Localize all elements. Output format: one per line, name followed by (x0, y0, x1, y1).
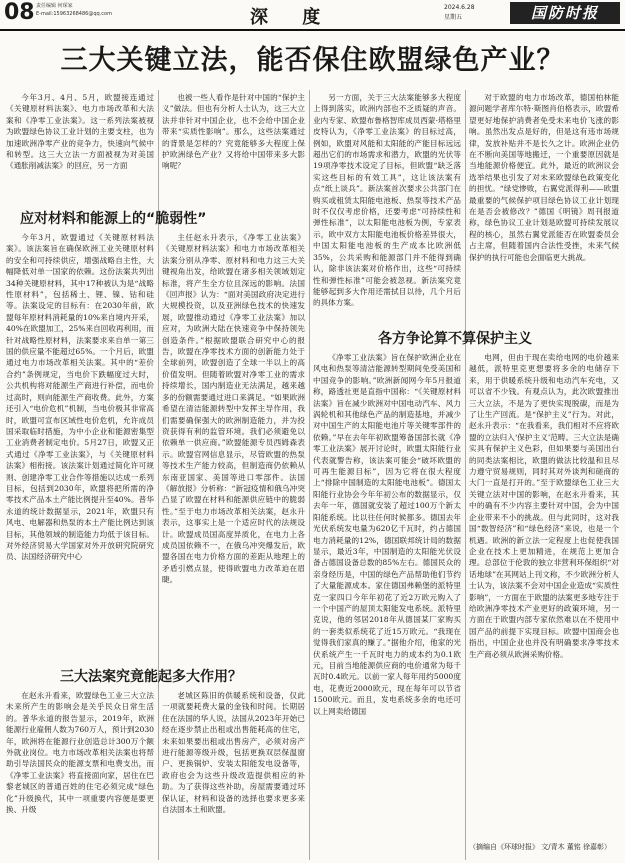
section2-text (6, 690, 154, 858)
editor-email: E-mail:15963268486@qq.com (36, 11, 112, 17)
article-intro (6, 92, 154, 190)
body-paragraph: 老城区陈旧的供暖系统和设备，仅此一项就要耗费大量的金钱和时间。长期居住在法国的华人说，法国从2023年开始已经在逐步禁止出租或出售能耗高的住宅，未来如果要出租或出售房产，必须对房产进行能源等级升级，包括更换双层保温窗户、更换锅炉、安装太阳能发电设备等，政府也会为这些升级改造提供相应的补助。为了获得这些补助，房屋需要通过环保认证，材料和设备的选择也要求更多来自法国本土和欧盟。 (162, 691, 305, 815)
section1-text (6, 232, 154, 648)
intro-paragraph: 今年3月、4月、5月，欧盟接连通过《关键原材料法案》、电力市场改革和大法案和《净零工业法案》。这一系列法案被视为欧盟绿色协议工业计划的主要支柱，也为加速欧洲净零产业的竞争力，快速向气候中和转型。这三大立法一方面被视为对美国《通胀削减法案》的回应，另一方面 (6, 93, 154, 171)
section3-text (313, 352, 461, 858)
section-heading-vulnerability: 应对材料和能源上的“脆弱性” (20, 211, 207, 227)
column-divider (158, 90, 159, 860)
column-divider (465, 90, 466, 860)
section-title: 深 度 (250, 7, 335, 28)
byline-text: （摘编自《环球时报》 文/青木 董铭 徐嘉彰） (469, 843, 612, 851)
body-paragraph: 对于欧盟的电力市场改革，德国柏林能源问题学者库尔特·斯图肖伯格表示，欧盟希望更好地保护消费者免受未来电价飞涨的影响。虽然出发点是好的，但是这有违市场规律，发放补贴并不是长久之计。欧洲企业仍在不断向美国等地搬迁，一个重要原因就是当地能源价格便宜。此外，最近的欧洲议会选举结果也引发了对未来欧盟绿色政策变化的担忧。“绿党惨败，右翼党派得利——欧盟最重要的气候保护项目绿色协议工业计划现在是否会被修改？”德国《明镜》周刊报道称，绿色协议工业计划是欧盟可持续发展议程的核心，虽然右翼党派能否在欧盟委员会占主席，但随着国内合法性受挫，未来气候保护的执行可能也会面临更大挑战。 (469, 93, 619, 262)
body-paragraph: 主任赵永升表示，《净零工业法案》《关键原材料法案》和电力市场改革相关法案分别从净零、原材料和电力这三大关键视角出发，给欧盟在诸多相关领域划定标准，将产生全方位且深远的影响。法国《回声报》认为：“面对美国政府决定进行大规模投资，以及亚洲绿色技术的快速发展，欧盟推动通过《净零工业法案》加以应对，为欧洲大陆在快速竞争中保持领先创造条件。”根据欧盟联合研究中心的报告，欧盟在净零技术方面的创新能力处于全球前列，欧盟创造了全球一半以上的高价值发明。但随着欧盟对净零工业的需求持续增长，国内制造业无法满足，越来越多的份额需要通过进口来满足。“如果欧洲希望在清洁能源转型中发挥主导作用，我们需要确保强大的欧洲制造能力，并为投资获得有利的监管环境。我们必须避免以依赖单一供应商。”欧盟能源专员西姆森表示。欧盟官网信息显示，尽管欧盟的热泵等技术生产能力较高，但制造商仍依赖从东南亚国家、美国等进口零部件。法国《解放报》分析称：“新冠疫情和俄乌冲突凸显了欧盟在材料和能源供应链中的脆弱性。”至于电力市场改革相关法案，赵永升表示，这事实上是一个适应时代的法规设计。欧盟成员国高度异质化，在电力上各成员国依赖不一，在俄乌冲突爆发后，欧盟各国在电力价格方面的差距从地理上的矛盾引燃点显，使得欧盟电力改革迫在眉睫。 (162, 233, 305, 585)
section1-text-continued (162, 232, 305, 648)
body-paragraph: 《净零工业法案》旨在保护欧洲企业在风电和热泵等清洁能源转型期间免受美国和中国竞争的影响。”欧洲新闻网今年5月报道称，路透社更是直指中国称：“《关键原材料法案》旨在减少欧洲对中国电动汽车、风力涡轮机和其他绿色产品的制造基地，并减少对中国生产的太阳能电池片等关键零部件的依赖。”早在去年年初欧盟筹备国部长就《净零工业法案》展开讨论时，欧盟太阳能行业代表就警告称，该法案可能会“破坏欧盟的可再生能源目标”，因为它将在很大程度上“排除中国制造的太阳能电池板”。德国太阳能行业协会今年年初公布的数据显示，仅去年一年，德国就安装了超过100万个新太阳能系统。比以往任何时候都多。德国去年光伏系统发电量为620亿千瓦时，约占德国电力消耗量的12%，德国联邦统计局的数据显示，最近3年，中国制造的太阳能光伏设备占德国设备总数的85%左右。德国民众的亲身经历是，中国的绿色产品帮助他们节约了大量能源成本。家住德国弗赖堡的派特里克一家四口今年年初花了近2万欧元购入了一个中国产的屋顶太阳能发电系统。派特里克说，他的邻居2018年从德国某厂家购买的一套类似系统花了近15万欧元。“我现在觉得我们家真的赚了。”据他介绍，他家的光伏系统产生一千瓦时电力的成本约为0.1欧元，目前当地能源供应商的电价通常为每千瓦时0.4欧元。以前一家人每年用约5000度电，花费近2000欧元，现在每年可以节省1500欧元。而且，发电系统多余的电还可以上网卖给德国 (313, 353, 461, 716)
section-heading-impact: 三大法案究竟能起多大作用？ (60, 669, 242, 685)
page-number: 08 (4, 0, 35, 25)
article-byline (469, 842, 619, 858)
article-intro-continued (162, 92, 305, 202)
issue-date: 2024.6.28 (444, 4, 475, 11)
intro-paragraph: 也被一些人看作是针对中国的“保护主义”做法。但也有分析人士认为，这三大立法并非针对中国企业，也不会给中国企业带来“实质性影响”。那么，这些法案通过的背景是怎样的？究竟能够多大程度上保护欧洲绿色产业？又将给中国带来多大影响呢？ (162, 93, 305, 171)
body-paragraph: 另一方面，关于三大法案能够多大程度上得到落实，欧洲内部也不乏质疑的声音。业内专家、欧盟布鲁格智库成员西蒙·塔格里皮特认为，《净零工业法案》的目标过高，例如，欧盟对风能和太阳能的产能目标远远超出它们的市场需求和潜力，欧盟的光伏等19项净零技术设定了目标，但欧盟“缺乏落实这些目标的有效工具”，这让该法案有点“纸上谈兵”。新法案首次要求公共部门在购买或租赁太阳能电池板、热泵等技术产品时不仅仅考虑价格，还要考虑“可持续性和弹性标准”，以太阳能电池板为例，专家表示，欧中双方太阳能电池板价格差异很大，中国太阳能电池板的生产成本比欧洲低35%，公共采购和能源部门并不能得到确认，除非该法案对价格作出，这些“可持续性和弹性标准”可能会被忽视。新法案究竟能够起到多大作用还需拭目以待，几个月后的具体方案。 (313, 93, 461, 308)
page-header (0, 0, 625, 30)
newspaper-logo: 国防时报 (510, 2, 620, 24)
section3-text-continued (469, 352, 619, 840)
body-paragraph: 今年3月，欧盟通过《关键原材料法案》。该法案旨在确保欧洲工业关键原材料的安全和可持续供应，增强战略自主性，大幅降低对单一国家的依赖。这份法案共列出34种关键原材料，其中17种被认为是“战略性原材料”，包括稀土、锂、镍、钴和硅等。法案设定的目标有：在2030年前，欧盟每年原材料消耗量的10%来自境内开采，40%在欧盟加工，25%来自回收再利用，而针对战略性原材料，法案要求来自单一第三国的供应量不能超过65%。一个月后，欧盟通过电力市场改革相关法案。其中的“差价合约”条例规定，当电价下跌幅度过大时，公共机构将对能源生产商进行补偿，而电价过高时，则向能源生产商收费。此外，方案还引入“电价危机”机制，当电价极其非常高时，欧盟可宣布区域性电价危机，允许成员国采取临时措施，为中小企业和能源密集型工业消费者制定电价。5月27日，欧盟又正式通过《净零工业法案》，与《关键原材料法案》相衔接。该法案计划通过简化许可规则、创建净零工业合作等措施以达成一系列目标，包括到2030年，欧盟将把所需的净零技术产品本土产能比例提升至40%。普华永道的统计数据显示，2021年，欧盟只有风电、电解器和热泵的本土产能比例达到该目标，其他领域的制造能力均低于该目标。对外经济贸易大学国家对外开放研究院研究员、法国经济研究中心 (6, 233, 154, 562)
header-rule (0, 29, 625, 31)
column-divider (309, 90, 310, 860)
body-paragraph: 电网，但由于现在卖给电网的电价越来越低，派特里克更想要将多余的电储存下来，用于供暖系统升级和电动汽车充电，又可以省不少钱。有观点认为，此次欧盟推出三大立法，不是为了更快实现脱碳，而是为了让生产回流。是“保护主义”行为。对此，赵永升表示：“在我看来，我们相对不应将欧盟的立法归入‘保护主义’范畴。三大立法是确实具有保护主义色彩，但如果要与美国出台的同类法案相比，欧盟的做法比较温和且尽力遵守贸易规则，同时其对外谈判和磋商的大门一直是打开的。”至于欧盟绿色工业三大关键立法对中国的影响，在赵永升看来，其中的确有不少内容主要针对中国，会为中国企业带来不小的挑战。但与此同时，这对我国“数智经济”和“绿色经济”来说，也是一个机遇。欧洲的新立法一定程度上也促使我国企业在技术上更加精进，在规范上更加合理。总部位于伦敦的独立非营利环保组织“对话地球”在其网站上刊文称，不少欧洲分析人士认为，该法案不会对中国企业造成“实质性影响”，一方面在于欧盟的法案更多地专注于给欧洲净零技术产业更好的政策环境，另一方面在于欧盟内部专家依然难以在不使用中国产品的前提下实现目标。欧盟中国商会也指出，中国企业也并没有明确要求净零技术生产商必须从欧洲采购价格。 (469, 353, 619, 659)
article-headline: 三大关键立法，能否保住欧盟绿色产业？ (60, 45, 565, 76)
section-heading-protectionism: 各方争论算不算保护主义 (378, 331, 532, 347)
section2-text-column3 (313, 92, 461, 328)
editor-credit: 责任编辑 何琛家 (36, 3, 73, 9)
section2-text-column4 (469, 92, 619, 328)
issue-weekday: 星期五 (444, 14, 463, 21)
body-paragraph: 在赵永升看来，欧盟绿色工业三大立法未来所产生的影响会是关乎民众日常生活的。普华永道的报告显示，2019年，欧洲能源行业雇佣人数为760万人，预计到2030年，欧洲将在能源行业创造总计300万个额外就业岗位。电力市场改革相关法案也将帮助引导法国民众的能源支票和电费支出，而《净零工业法案》将直接面向家，居住在巴黎老城区的普通百姓的住宅必须完成“绿色化”升级换代，其中一项重要内容便是要更换、升级 (6, 691, 154, 815)
section2-text-continued (162, 690, 305, 858)
